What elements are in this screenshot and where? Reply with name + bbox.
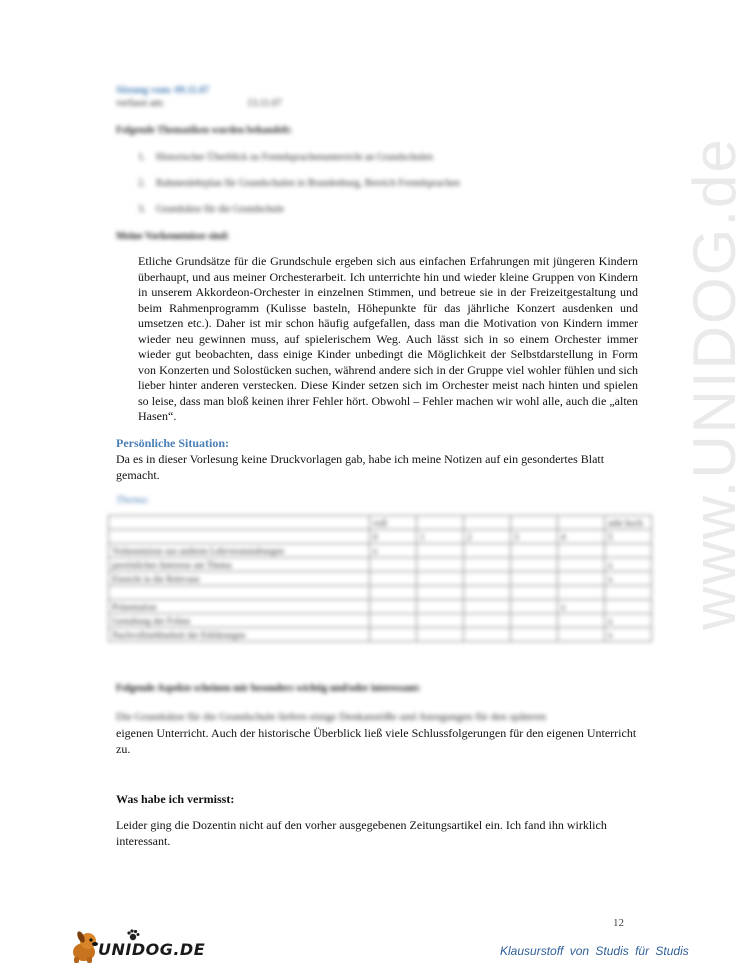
table-row: Gestaltung der Folien x [109,614,652,628]
table-row [109,586,652,600]
personal-situation-title: Persönliche Situation: [116,436,229,450]
footer-tagline: Klausurstoff von Studis für Studis [500,944,689,958]
prior-knowledge-title: Meine Vorkenntnisse sind: [116,231,230,242]
table-row: Präsentation x [109,600,652,614]
rating-table [108,515,652,642]
table-row: voll sehr hoch [109,516,652,530]
session-date: Sitzung vom: 09.11.07 [116,85,210,96]
aspects-text: eigenen Unterricht. Auch der historische Überblick ließ viele Schlussfolgerungen für den eigenen Unterricht zu. [116,726,637,756]
page-number: 12 [613,917,624,929]
table-row: Vorkenntnisse aus anderen Lehrveranstaltungen x [109,544,652,558]
written-on [116,97,282,110]
table-row: 0 1 2 3 4 5 [109,530,652,544]
session-info [116,84,282,110]
personal-situation-text: Da es in dieser Vorlesung keine Druckvorlagen gab, habe ich meine Notizen auf ein gesondertes Blatt gemacht. [116,452,605,482]
missed-text: Leider ging die Dozentin nicht auf den vorher ausgegebenen Zeitungsartikel ein. Ich fand ihn wirklich interessant. [116,818,607,848]
topic-item: 2. Rahmenlehrplan für Grundschulen in Brandenburg, Bereich Fremdsprachen [138,178,460,189]
unidog-logo [68,928,206,964]
written-on-label: verfasst am: [116,98,165,109]
logo-text: UNIDOG.DE [98,940,206,959]
aspects-blurred-line: Die Grundsätze für die Grundschule liefern einige Denkanstöße und Anregungen für den späteren [116,711,547,723]
paw-icon [126,928,140,942]
written-on-date: 13.11.07 [247,98,282,109]
table-row: persönliches Interesse am Thema x [109,558,652,572]
missed-title: Was habe ich vermisst: [116,792,235,806]
topics-intro: Folgende Thematiken wurden behandelt: [116,125,293,136]
prior-knowledge-text: Etliche Grundsätze für die Grundschule ergeben sich aus einfachen Erfahrungen mit jüngeren Kindern überhaupt, und aus meiner Orchesterarbeit. Ich unterrichte hin und wieder kleine Gruppen von Kindern in unserem Akkordeon-Orchester in einzelnen Stimmen, und betreue sie in der Freizeitgestaltung und beim Rahmenprogramm (Kulisse basteln, Höhepunkte für das jährliche Konzert ausdenken und umsetzen etc.). Daher ist mir schon häufig aufgefallen, dass man die Motivation von Kindern immer wieder neu gewinnen muss, auf spielerischem Weg. Auch lässt sich in so einem Orchester immer wieder gut beobachten, dass einige Kinder unbedingt die Möglichkeit der Selbstdarstellung in Form von Konzerten und Solostücken suchen, während andere sich in der Gruppe viel wohler fühlen und sich lieber hinter anderen verstecken. Diese Kinder setzen sich im Orchester meist nach hinten und spielen so leise, dass man bloß keinen ihrer Fehler hört. Obwohl – Fehler machen wir wohl alle, auch die „alten Hasen“. [138,254,638,423]
dog-icon [68,928,102,964]
table-row: Einsicht in die Relevanz x [109,572,652,586]
table-row: Nachvollziehbarkeit der Erklärungen x [109,628,652,642]
topic-item: 1. Historischer Überblick zu Fremdsprachenunterricht an Grundschulen [138,152,433,163]
topic-item: 3. Grundsätze für die Grundschule [138,204,285,215]
aspects-title: Folgende Aspekte scheinen mir besonders wichtig und/oder interessant: [116,683,421,694]
topic-label: Thema: [116,494,150,506]
